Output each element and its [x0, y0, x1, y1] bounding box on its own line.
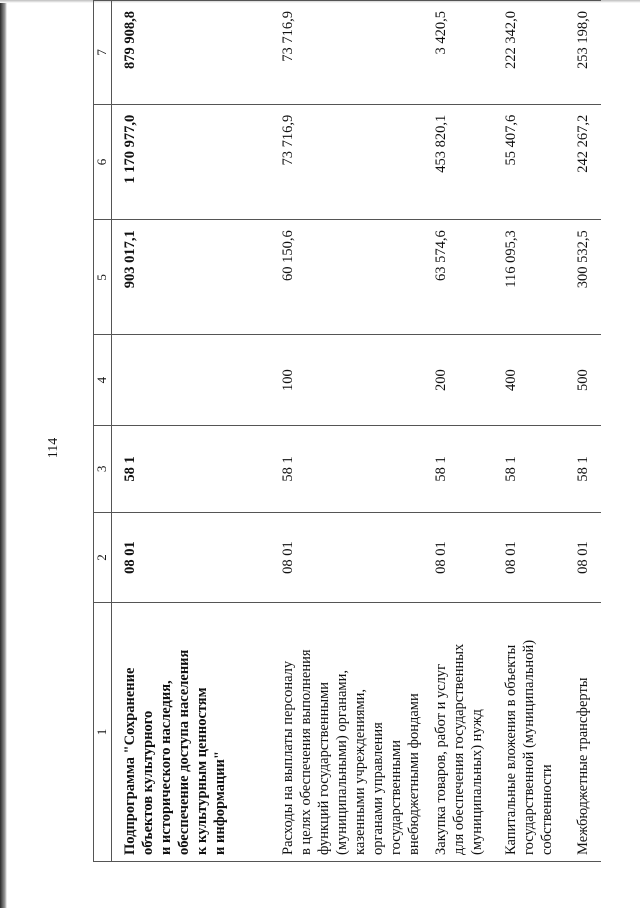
row-name-line: государственной (муниципальной)	[520, 639, 537, 855]
section-code-cell: 08 01	[493, 512, 565, 602]
amount-cell-5: 60 150,6	[270, 220, 423, 335]
row-name-line: Межбюджетные трансферты	[574, 677, 591, 855]
row-name-line: объектов культурного	[140, 710, 156, 855]
header-cell-2: 2	[94, 512, 112, 602]
section-code-cell: 08 01	[270, 512, 423, 602]
row-name-line: в целях обеспечения выполнения	[297, 649, 314, 855]
expense-type-cell: 500	[565, 335, 601, 425]
row-name-cell	[270, 603, 423, 862]
table-row	[112, 1, 270, 862]
expense-type-cell: 200	[423, 335, 493, 425]
header-cell-5: 5	[94, 220, 112, 335]
expense-type-cell: 100	[270, 335, 423, 425]
row-name-line: государственными	[387, 739, 404, 855]
amount-cell-7: 879 908,8	[112, 1, 270, 105]
section-code-cell: 08 01	[565, 512, 601, 602]
row-name-line: Расходы на выплаты персоналу	[279, 660, 296, 855]
row-name-line: собственности	[538, 764, 555, 855]
section-code-cell: 08 01	[423, 512, 493, 602]
row-name-line: к культурным ценностям	[194, 687, 210, 855]
amount-cell-6: 242 267,2	[565, 104, 601, 220]
table-row	[270, 1, 423, 862]
row-name-line: (муниципальными) органами,	[333, 670, 350, 855]
expense-type-cell	[112, 335, 270, 425]
target-code-cell: 58 1	[423, 425, 493, 512]
row-name-cell	[493, 603, 565, 862]
row-name-line: органами управления	[369, 722, 386, 855]
table-row	[493, 1, 565, 862]
row-name-cell	[565, 603, 601, 862]
row-name-line: Закупка товаров, работ и услуг	[432, 663, 449, 855]
table-row	[423, 1, 493, 862]
row-name-line: функций государственными	[315, 681, 332, 855]
amount-cell-7: 3 420,5	[423, 1, 493, 105]
header-cell-3: 3	[94, 425, 112, 512]
row-name-cell	[423, 603, 493, 862]
table-row	[565, 1, 601, 862]
amount-cell-6: 453 820,1	[423, 104, 493, 220]
section-code-cell: 08 01	[112, 512, 270, 602]
target-code-cell: 58 1	[112, 425, 270, 512]
page-number: 114	[46, 437, 61, 459]
amount-cell-6: 55 407,6	[493, 104, 565, 220]
budget-table	[93, 0, 601, 862]
amount-cell-5: 116 095,3	[493, 220, 565, 335]
target-code-cell: 58 1	[565, 425, 601, 512]
row-name-line: обеспечение доступа населения	[176, 649, 192, 855]
amount-cell-6: 1 170 977,0	[112, 104, 270, 220]
header-cell-1: 1	[94, 603, 112, 862]
amount-cell-5: 300 532,5	[565, 220, 601, 335]
header-cell-7: 7	[94, 1, 112, 105]
target-code-cell: 58 1	[270, 425, 423, 512]
row-name-line: казенными учреждениями,	[351, 688, 368, 855]
row-name-line: Подпрограмма "Сохранение	[122, 667, 138, 855]
target-code-cell: 58 1	[493, 425, 565, 512]
header-row	[94, 1, 112, 862]
amount-cell-6: 73 716,9	[270, 104, 423, 220]
row-name-line: и исторического наследия,	[158, 680, 174, 855]
row-name-line: внебюджетными фондами	[405, 693, 422, 855]
amount-cell-5: 903 017,1	[112, 220, 270, 335]
header-cell-6: 6	[94, 104, 112, 220]
amount-cell-7: 222 342,0	[493, 1, 565, 105]
amount-cell-7: 253 198,0	[565, 1, 601, 105]
table-body	[112, 1, 601, 862]
row-name-cell	[112, 603, 270, 862]
row-name-line: и информации"	[212, 751, 228, 855]
row-name-line: Капитальные вложения в объекты	[502, 644, 519, 855]
amount-cell-5: 63 574,6	[423, 220, 493, 335]
row-name-line: для обеспечения государственных	[450, 643, 467, 855]
header-cell-4: 4	[94, 335, 112, 425]
expense-type-cell: 400	[493, 335, 565, 425]
row-name-line: (муниципальных) нужд	[468, 709, 485, 855]
amount-cell-7: 73 716,9	[270, 1, 423, 105]
